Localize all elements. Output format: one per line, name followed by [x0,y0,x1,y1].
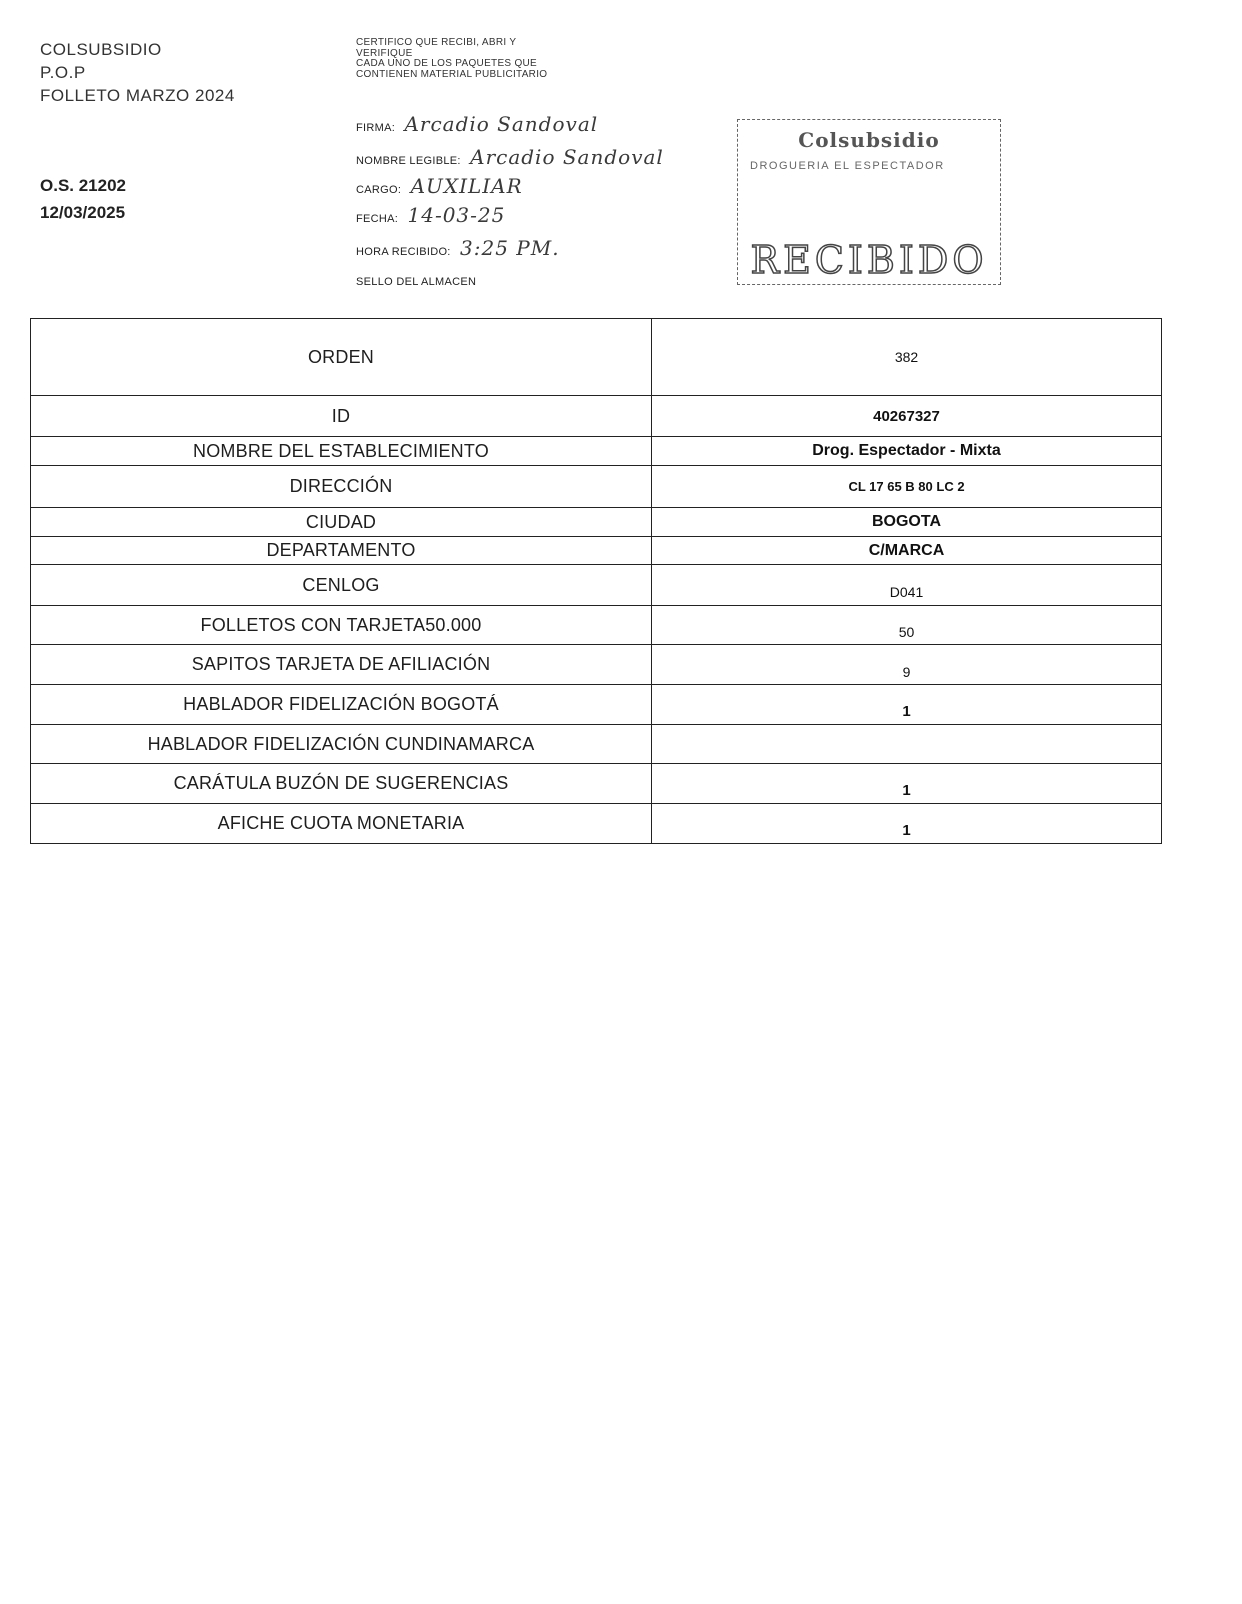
stamp-received-text: RECIBIDO [750,238,988,282]
table-row [31,804,1162,844]
time-received-label: HORA RECIBIDO: [356,246,451,258]
caratula-value: 1 [902,782,911,799]
table-row [31,565,1162,606]
table-row [31,645,1162,685]
row-value: 40267327 [652,396,1162,437]
time-received-row [356,236,560,260]
row-label: AFICHE CUOTA MONETARIA [31,804,652,844]
sapitos-value: 9 [902,663,911,680]
cert-line-3: CADA UNO DE LOS PAQUETES QUE [356,58,538,69]
stamp-brand-logo: Colsubsidio [798,128,940,152]
time-received-value: 3:25 PM. [460,236,560,260]
signature-row [356,112,598,136]
position-row [356,174,523,198]
cert-line-2: VERIFIQUE [356,47,413,59]
row-label: CENLOG [31,565,652,606]
table-row [31,508,1162,537]
certification-text [356,38,676,80]
service-order-date: 12/03/2025 [40,203,126,222]
hablador-bogota-value: 1 [902,703,911,720]
row-label: DIRECCIÓN [31,466,652,508]
table-row [31,725,1162,764]
cert-line-1: CERTIFICO QUE RECIBI, ABRI Y [356,37,517,48]
row-label: CIUDAD [31,508,652,537]
row-label: CARÁTULA BUZÓN DE SUGERENCIAS [31,764,652,804]
table-row [31,437,1162,466]
sender-block [40,38,235,107]
cert-line-4: CONTIENEN MATERIAL PUBLICITARIO [356,68,548,80]
row-label: HABLADOR FIDELIZACIÓN BOGOTÁ [31,685,652,725]
date-row [356,203,505,227]
row-value [652,565,1162,606]
legible-name-row [356,145,664,169]
row-value [652,725,1162,764]
received-stamp [737,119,1001,285]
table-row [31,685,1162,725]
signature-label: FIRMA: [356,122,396,134]
row-value [652,804,1162,844]
warehouse-seal-label: SELLO DEL ALMACEN [356,276,477,288]
row-value [652,645,1162,685]
row-label: ID [31,396,652,437]
row-label: NOMBRE DEL ESTABLECIMIENTO [31,437,652,466]
afiche-value: 1 [902,822,911,839]
row-label: FOLLETOS CON TARJETA50.000 [31,606,652,645]
campaign-name: FOLLETO MARZO 2024 [40,86,235,105]
service-order-number: O.S. 21202 [40,176,127,195]
position-label: CARGO: [356,184,402,196]
order-info [40,172,126,226]
table-row [31,606,1162,645]
date-value: 14-03-25 [407,203,506,227]
row-value: C/MARCA [652,537,1162,565]
row-value [652,685,1162,725]
row-label: HABLADOR FIDELIZACIÓN CUNDINAMARCA [31,725,652,764]
stamp-store-name: DROGUERIA EL ESPECTADOR [750,160,945,172]
company-name: COLSUBSIDIO [40,40,162,59]
cenlog-value: D041 [889,584,924,600]
row-value [652,606,1162,645]
row-label: DEPARTAMENTO [31,537,652,565]
row-value: 382 [652,319,1162,396]
row-value: BOGOTA [652,508,1162,537]
row-value: Drog. Espectador - Mixta [652,437,1162,466]
date-label: FECHA: [356,213,399,225]
table-row [31,537,1162,565]
table-row [31,764,1162,804]
row-value [652,764,1162,804]
signature-value: Arcadio Sandoval [404,112,599,136]
legible-name-label: NOMBRE LEGIBLE: [356,155,461,167]
folletos-value: 50 [898,624,915,640]
table-row [31,396,1162,437]
row-label: SAPITOS TARJETA DE AFILIACIÓN [31,645,652,685]
position-value: AUXILIAR [410,174,523,198]
delivery-table [30,318,1162,844]
material-type: P.O.P [40,63,86,82]
table-row [31,466,1162,508]
table-row [31,319,1162,396]
row-label: ORDEN [31,319,652,396]
row-value: CL 17 65 B 80 LC 2 [652,466,1162,508]
legible-name-value: Arcadio Sandoval [470,145,664,169]
